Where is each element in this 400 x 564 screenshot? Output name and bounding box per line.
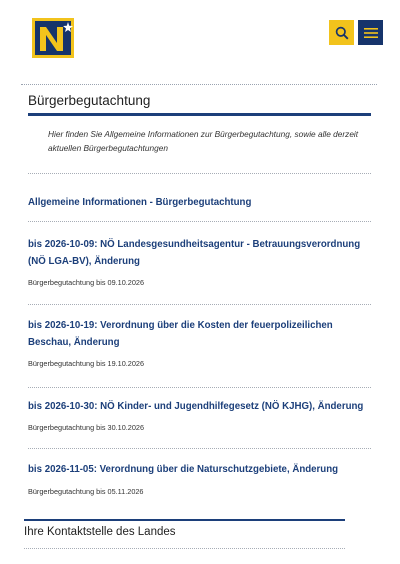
divider [28, 387, 371, 388]
divider [28, 221, 371, 222]
consultation-deadline: Bürgerbegutachtung bis 09.10.2026 [28, 278, 145, 287]
contact-rule [24, 519, 345, 521]
link-consultation-kjhg[interactable]: bis 2026-10-30: NÖ Kinder- und Jugendhilfegesetz (NÖ KJHG), Änderung [28, 401, 364, 412]
header-divider [21, 84, 377, 85]
contact-heading: Ihre Kontaktstelle des Landes [24, 526, 176, 538]
link-consultation-lga-bv[interactable]: bis 2026-10-09: NÖ Landesgesundheitsagentur - Betrauungsverordnung (NÖ LGA-BV), Änderung [28, 239, 361, 267]
divider [28, 304, 371, 305]
consultation-deadline: Bürgerbegutachtung bis 05.11.2026 [28, 487, 144, 496]
site-header [0, 0, 400, 72]
menu-button[interactable] [358, 20, 383, 45]
link-general-info[interactable]: Allgemeine Informationen - Bürgerbegutachtung [28, 197, 252, 208]
search-button[interactable] [329, 20, 354, 45]
divider [28, 173, 371, 174]
noe-logo-icon[interactable] [32, 18, 74, 58]
consultation-deadline: Bürgerbegutachtung bis 30.10.2026 [28, 423, 145, 432]
divider [24, 548, 345, 549]
link-consultation-feuerpolizei[interactable]: bis 2026-10-19: Verordnung über die Kosten der feuerpolizeilichen Beschau, Änderung [28, 320, 333, 348]
divider [28, 448, 371, 449]
title-underline [28, 113, 371, 116]
link-consultation-naturschutz[interactable]: bis 2026-11-05: Verordnung über die Naturschutzgebiete, Änderung [28, 464, 339, 475]
page-title: Bürgerbegutachtung [28, 93, 151, 108]
consultation-deadline: Bürgerbegutachtung bis 19.10.2026 [28, 359, 145, 368]
search-icon [335, 26, 349, 40]
hamburger-menu-icon [364, 27, 378, 39]
intro-text: Hier finden Sie Allgemeine Informationen zur Bürgerbegutachtung, sowie alle derzeit aktuellen Bürgerbegutachtungen [48, 129, 359, 153]
